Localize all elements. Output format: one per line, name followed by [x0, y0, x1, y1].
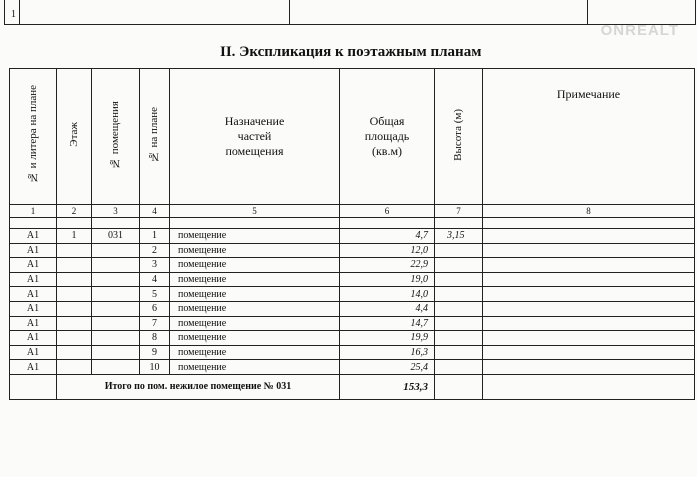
row-room-number: [92, 331, 140, 346]
row-room-number: [92, 360, 140, 375]
row-plan-number: 9: [140, 345, 170, 360]
row-floor: [57, 301, 92, 316]
column-number: 8: [483, 205, 695, 218]
total-empty-cell: [483, 374, 695, 399]
row-area: 14,7: [340, 316, 435, 331]
row-plan-number: 3: [140, 258, 170, 273]
row-note: [483, 301, 695, 316]
row-floor: [57, 316, 92, 331]
column-header-purpose: Назначение частей помещения: [170, 69, 340, 205]
row-area: 14,0: [340, 287, 435, 302]
column-number: 4: [140, 205, 170, 218]
row-area: 4,7: [340, 229, 435, 244]
row-height: [435, 360, 483, 375]
row-note: [483, 345, 695, 360]
row-purpose: помещение: [170, 272, 340, 287]
row-purpose: помещение: [170, 316, 340, 331]
row-area: 12,0: [340, 243, 435, 258]
row-liter: А1: [10, 331, 57, 346]
row-floor: [57, 258, 92, 273]
row-floor: 1: [57, 229, 92, 244]
row-purpose: помещение: [170, 287, 340, 302]
row-plan-number: 6: [140, 301, 170, 316]
row-room-number: [92, 243, 140, 258]
row-room-number: [92, 272, 140, 287]
row-height: [435, 243, 483, 258]
column-number: 7: [435, 205, 483, 218]
row-note: [483, 331, 695, 346]
row-floor: [57, 287, 92, 302]
column-number: 2: [57, 205, 92, 218]
column-header-room: № помещения: [92, 69, 140, 205]
total-empty-cell: [10, 374, 57, 399]
row-room-number: [92, 301, 140, 316]
row-note: [483, 360, 695, 375]
column-number-row: [10, 205, 695, 218]
row-liter: А1: [10, 360, 57, 375]
row-plan-number: 10: [140, 360, 170, 375]
row-height: [435, 272, 483, 287]
row-plan-number: 2: [140, 243, 170, 258]
table-row: [10, 316, 695, 331]
row-floor: [57, 360, 92, 375]
row-room-number: 031: [92, 229, 140, 244]
column-header-floor: Этаж: [57, 69, 92, 205]
row-plan-number: 1: [140, 229, 170, 244]
row-area: 4,4: [340, 301, 435, 316]
column-header-height: Высота (м): [435, 69, 483, 205]
row-area: 19,9: [340, 331, 435, 346]
row-purpose: помещение: [170, 258, 340, 273]
column-header-plan-number: № на плане: [140, 69, 170, 205]
row-floor: [57, 272, 92, 287]
spacer-row: [10, 218, 695, 229]
table-row: [10, 272, 695, 287]
row-height: [435, 331, 483, 346]
row-area: 25,4: [340, 360, 435, 375]
row-liter: А1: [10, 258, 57, 273]
row-note: [483, 229, 695, 244]
row-liter: А1: [10, 301, 57, 316]
row-room-number: [92, 316, 140, 331]
row-purpose: помещение: [170, 345, 340, 360]
column-header-note: Примечание: [483, 69, 695, 205]
row-height: [435, 316, 483, 331]
row-plan-number: 7: [140, 316, 170, 331]
table-divider: [289, 0, 290, 24]
row-purpose: помещение: [170, 331, 340, 346]
row-plan-number: 5: [140, 287, 170, 302]
table-row: [10, 243, 695, 258]
table-row: [10, 301, 695, 316]
row-note: [483, 316, 695, 331]
row-note: [483, 243, 695, 258]
total-row: [10, 374, 695, 399]
row-floor: [57, 345, 92, 360]
total-area: 153,3: [340, 374, 435, 399]
column-header-area: Общая площадь (кв.м): [340, 69, 435, 205]
section-title: II. Экспликация к поэтажным планам: [220, 44, 482, 60]
total-label: Итого по пом. нежилое помещение № 031: [57, 374, 340, 399]
row-area: 19,0: [340, 272, 435, 287]
column-header-liter: № и литера на плане: [10, 69, 57, 205]
row-area: 22,9: [340, 258, 435, 273]
previous-table-row-number: 1: [11, 9, 16, 20]
total-empty-cell: [435, 374, 483, 399]
column-number: 1: [10, 205, 57, 218]
row-plan-number: 4: [140, 272, 170, 287]
row-floor: [57, 243, 92, 258]
table-row: [10, 345, 695, 360]
row-liter: А1: [10, 272, 57, 287]
row-height: 3,15: [435, 229, 483, 244]
row-room-number: [92, 258, 140, 273]
row-liter: А1: [10, 316, 57, 331]
row-purpose: помещение: [170, 229, 340, 244]
table-row: [10, 331, 695, 346]
table-row: [10, 229, 695, 244]
column-number: 5: [170, 205, 340, 218]
row-height: [435, 345, 483, 360]
row-purpose: помещение: [170, 243, 340, 258]
row-height: [435, 258, 483, 273]
row-height: [435, 301, 483, 316]
row-room-number: [92, 345, 140, 360]
watermark-logo: ONREALT: [600, 22, 679, 39]
row-purpose: помещение: [170, 301, 340, 316]
row-liter: А1: [10, 287, 57, 302]
row-note: [483, 272, 695, 287]
previous-table-fragment: [4, 0, 696, 25]
row-area: 16,3: [340, 345, 435, 360]
row-note: [483, 287, 695, 302]
row-floor: [57, 331, 92, 346]
table-divider: [19, 0, 20, 24]
table-divider: [587, 0, 588, 24]
row-room-number: [92, 287, 140, 302]
header-row: [10, 69, 695, 205]
row-note: [483, 258, 695, 273]
row-liter: А1: [10, 345, 57, 360]
table-row: [10, 287, 695, 302]
table-row: [10, 258, 695, 273]
row-plan-number: 8: [140, 331, 170, 346]
column-number: 3: [92, 205, 140, 218]
row-height: [435, 287, 483, 302]
row-liter: А1: [10, 243, 57, 258]
table-row: [10, 360, 695, 375]
row-liter: А1: [10, 229, 57, 244]
explication-table: [9, 68, 695, 400]
column-number: 6: [340, 205, 435, 218]
row-purpose: помещение: [170, 360, 340, 375]
